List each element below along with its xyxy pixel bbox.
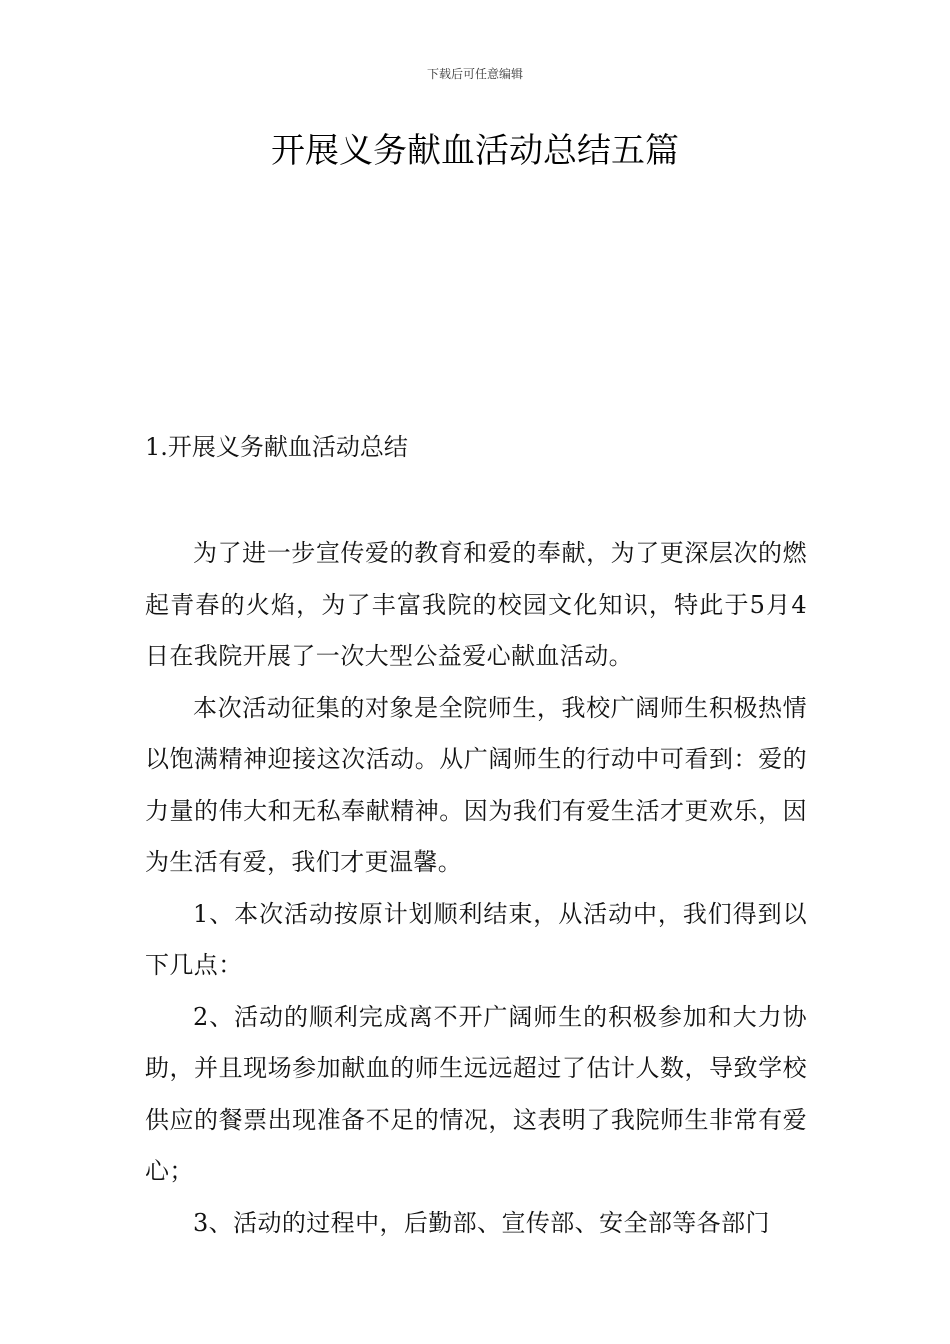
paragraph: 3、活动的过程中，后勤部、宣传部、安全部等各部门 [193, 1208, 770, 1237]
paragraph: 为了进一步宣传爱的教育和爱的奉献，为了更深层次的燃起青春的火焰，为了丰富我院的校园文化知识，特此于5月4日在我院开展了一次大型公益爱心献血活动。 [145, 539, 807, 670]
body-text [145, 528, 807, 1249]
document-title: 开展义务献血活动总结五篇 [271, 131, 679, 171]
header-note: 下载后可任意编辑 [426, 67, 523, 81]
section-heading: 1.开展义务献血活动总结 [145, 433, 408, 461]
paragraph: 2、活动的顺利完成离不开广阔师生的积极参加和大力协助，并且现场参加献血的师生远远超过了估计人数，导致学校供应的餐票出现准备不足的情况，这表明了我院师生非常有爱心； [145, 1002, 807, 1185]
paragraph: 本次活动征集的对象是全院师生，我校广阔师生积极热情以饱满精神迎接这次活动。从广阔师生的行动中可看到：爱的力量的伟大和无私奉献精神。因为我们有爱生活才更欢乐，因为生活有爱，我们才更温馨。 [145, 693, 807, 876]
paragraph: 1、本次活动按原计划顺利结束，从活动中，我们得到以下几点： [145, 899, 807, 979]
